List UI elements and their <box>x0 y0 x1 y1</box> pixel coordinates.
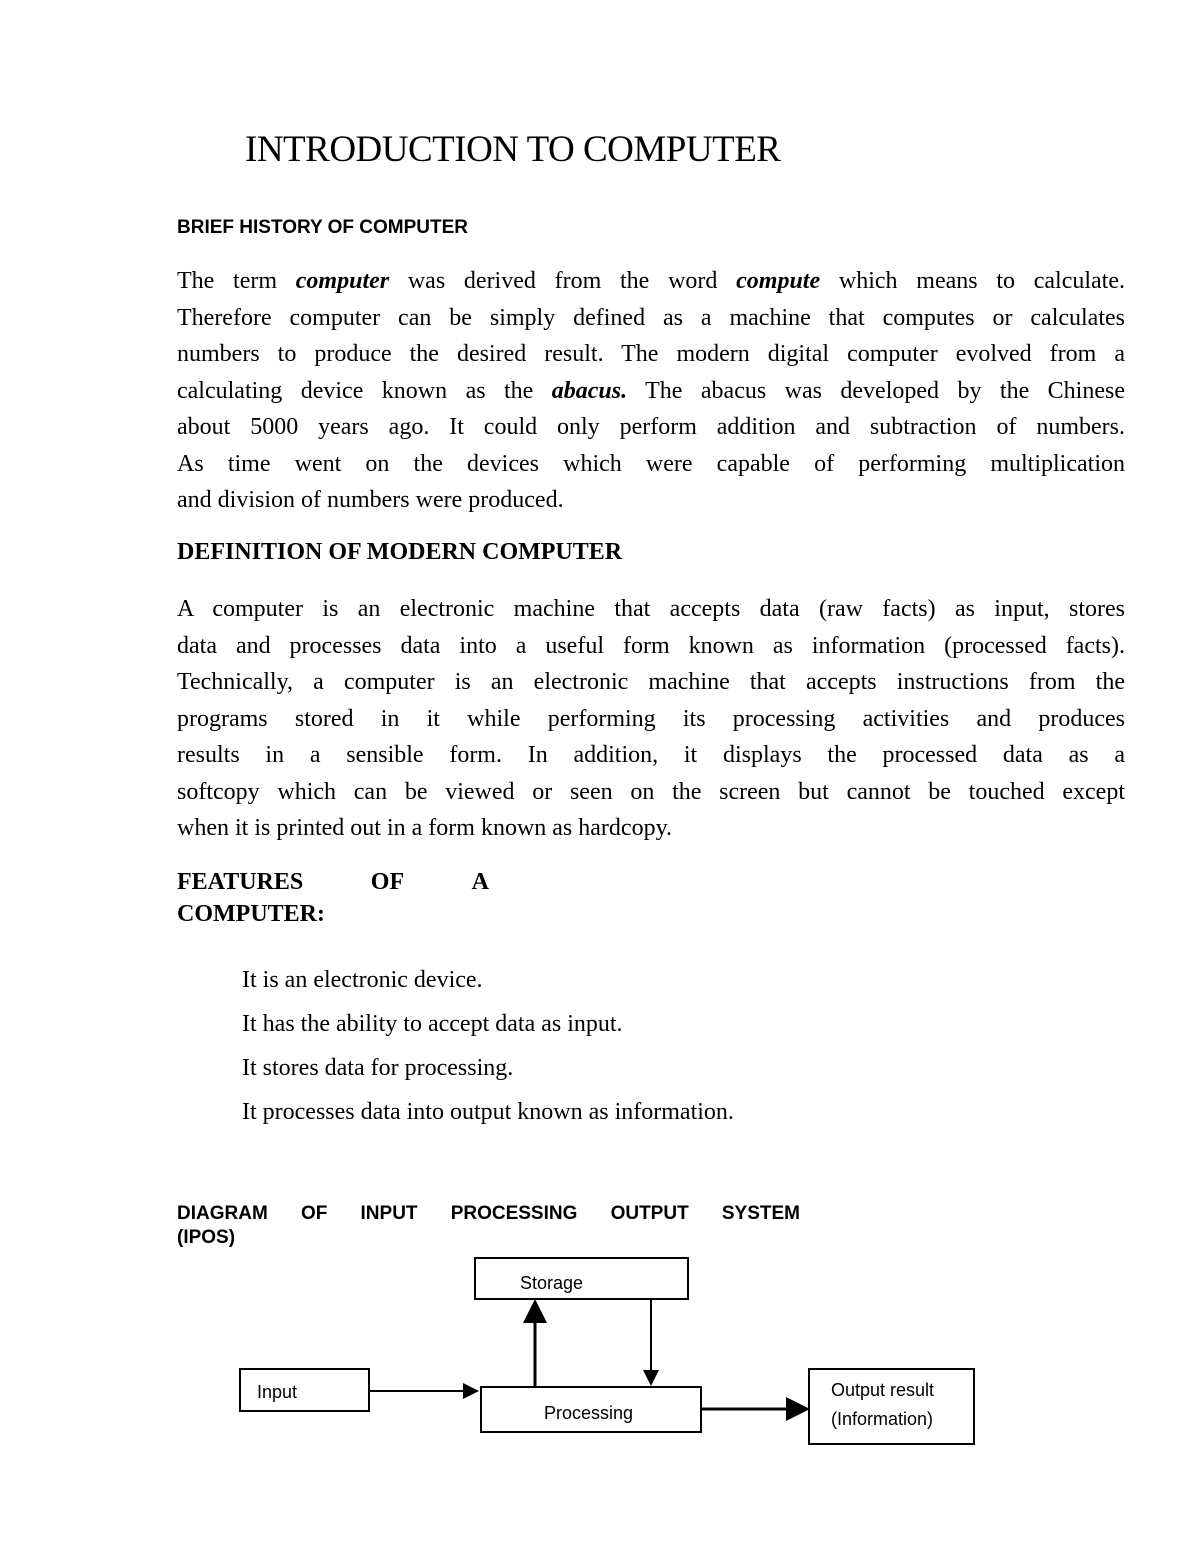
definition-heading: DEFINITION OF MODERN COMPUTER <box>177 539 623 565</box>
definition-line-6: softcopy which can be viewed or seen on the screen but cannot be touched except <box>177 778 1125 805</box>
history-line-1: The term computer was derived from the word compute which means to calculate. <box>177 268 1125 294</box>
list-item: It is an electronic device. <box>242 967 483 993</box>
definition-line-3: Technically, a computer is an electronic machine that accepts instructions from the <box>177 669 1125 695</box>
history-line-4: calculating device known as the abacus. The abacus was developed by the Chinese <box>177 377 1125 404</box>
processing-box: Processing <box>480 1386 702 1433</box>
definition-line-2: data and processes data into a useful form known as information (processed facts). <box>177 632 1125 659</box>
definition-line-1: A computer is an electronic machine that accepts data (raw facts) as input, stores <box>177 596 1125 622</box>
history-line-7: and division of numbers were produced. <box>177 487 564 513</box>
page-title: INTRODUCTION TO COMPUTER <box>245 129 781 170</box>
storage-box: Storage <box>474 1257 689 1300</box>
definition-line-5: results in a sensible form. In addition, it displays the processed data as a <box>177 742 1125 768</box>
term-compute: compute <box>736 268 821 294</box>
output-box: Output result (Information) <box>808 1368 975 1445</box>
features-heading: FEATURES OF A COMPUTER: <box>177 869 489 927</box>
diagram-heading: DIAGRAM OF INPUT PROCESSING OUTPUT SYSTEM (IPOS) <box>177 1203 800 1248</box>
term-computer: computer <box>295 268 390 294</box>
list-item: It processes data into output known as information. <box>242 1099 734 1125</box>
history-line-6: As time went on the devices which were capable of performing multiplication <box>177 450 1125 477</box>
history-line-3: numbers to produce the desired result. The modern digital computer evolved from a <box>177 341 1125 367</box>
history-line-2: Therefore computer can be simply defined as a machine that computes or calculates <box>177 304 1125 331</box>
definition-line-4: programs stored in it while performing its processing activities and produces <box>177 705 1125 732</box>
term-abacus: abacus. <box>551 377 628 404</box>
history-heading: BRIEF HISTORY OF COMPUTER <box>177 217 469 238</box>
input-box: Input <box>239 1368 370 1412</box>
definition-line-7: when it is printed out in a form known as hardcopy. <box>177 815 673 841</box>
list-item: It stores data for processing. <box>242 1055 514 1081</box>
list-item: It has the ability to accept data as input. <box>242 1011 623 1037</box>
history-line-5: about 5000 years ago. It could only perform addition and subtraction of numbers. <box>177 414 1125 440</box>
